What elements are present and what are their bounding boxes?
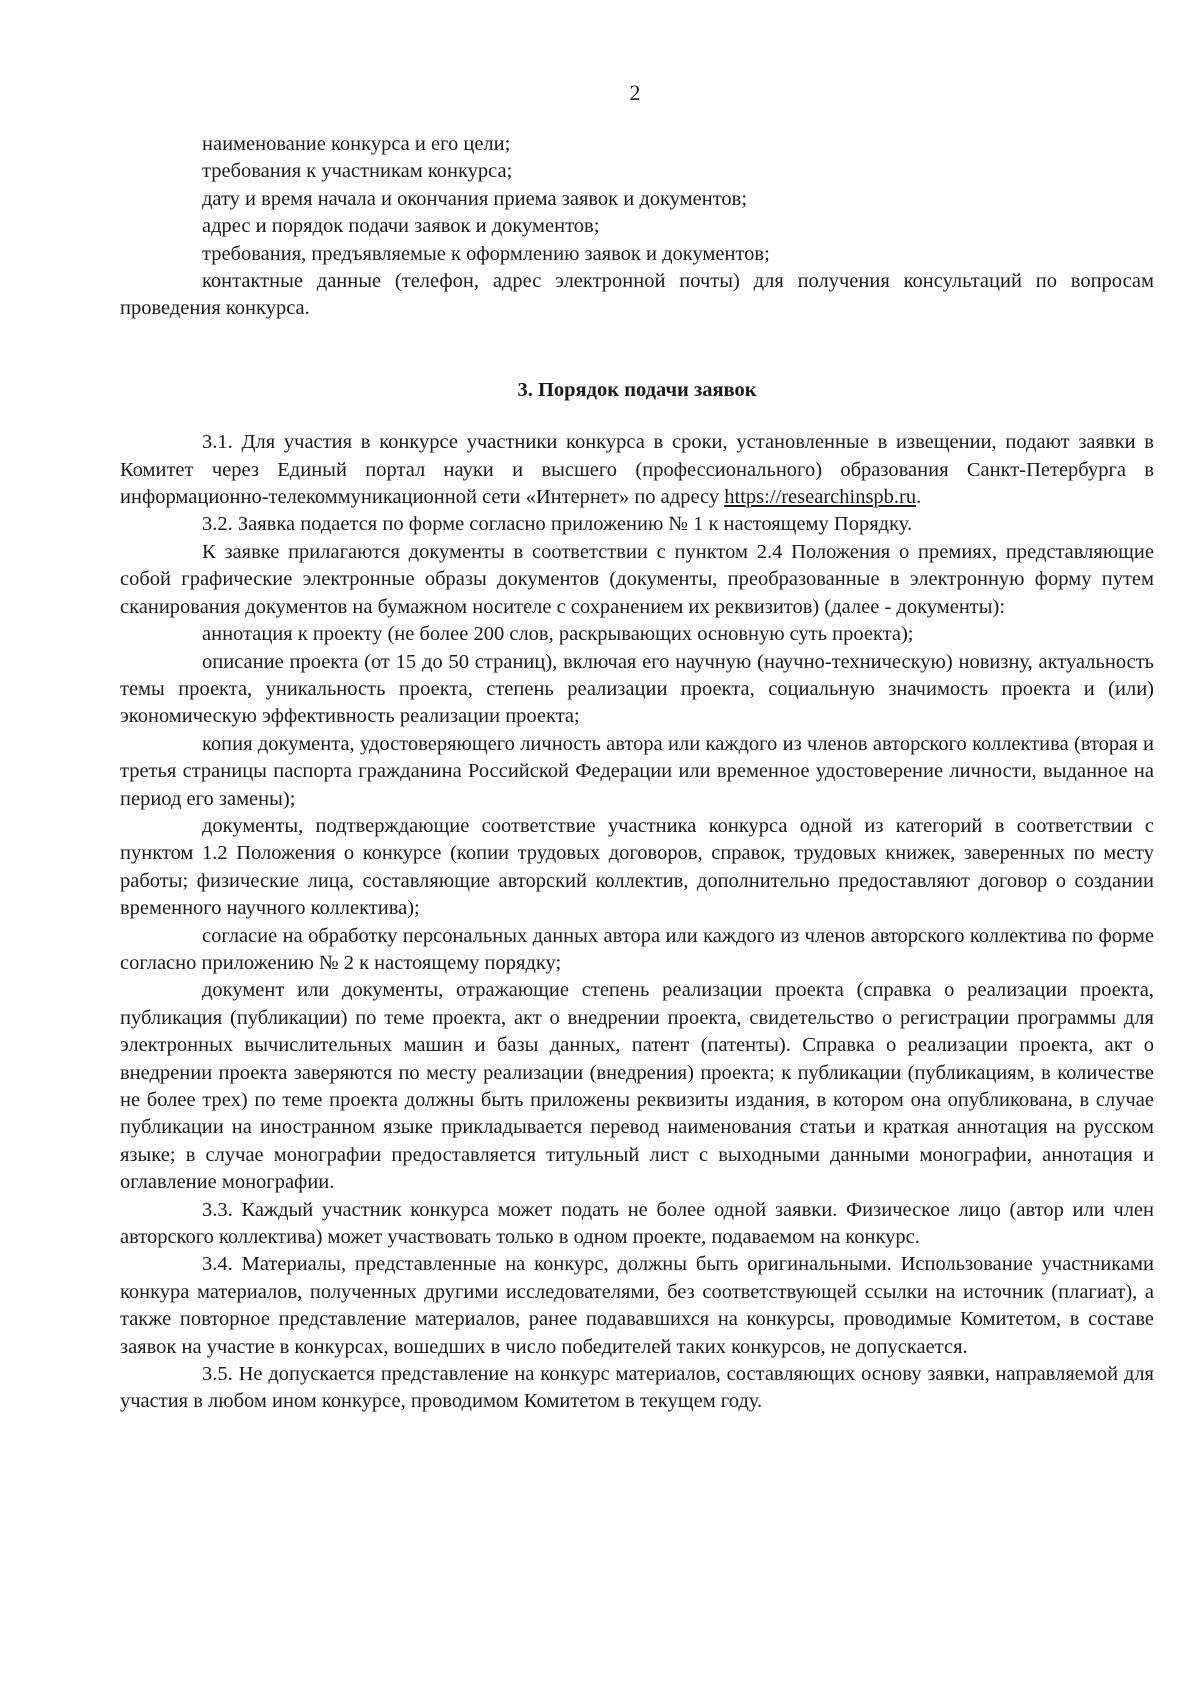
portal-link[interactable]: https://researchinspb.ru [724,486,917,509]
list-item: дату и время начала и окончания приема заявок и документов; [202,187,748,210]
list-item: адрес и порядок подачи заявок и документов; [202,215,600,238]
document-body [120,131,1154,1416]
section-title: 3. Порядок подачи заявок [517,378,757,401]
list-item: наименование конкурса и его цели; [202,133,511,155]
list-item: требования, предъявляемые к оформлению заявок и документов; [202,242,770,265]
paragraph-3-1 [120,429,1154,511]
doc-item-annotation: аннотация к проекту (не более 200 слов, раскрывающих основную суть проекта); [202,623,914,646]
paragraph-3-3: 3.3. Каждый участник конкурса может подать не более одной заявки. Физическое лицо (автор или член авторского коллектива) может участвовать только в одном проекте, подаваемом на конкурс. [120,1198,1154,1249]
doc-item-consent: согласие на обработку персональных данных автора или каждого из членов авторского коллектива по форме согласно приложению № 2 к настоящему порядку; [120,924,1154,974]
intro-list [120,131,1154,323]
paragraph-3-2: 3.2. Заявка подается по форме согласно приложению № 1 к настоящему Порядку. [202,513,913,536]
doc-item-category: документы, подтверждающие соответствие участника конкурса одной из категорий в соответствии с пунктом 1.2 Положения о конкурсе (копии трудовых договоров, справок, трудовых книжек, заверенных по месту работы; физические лица, составляющие авторский коллектив, дополнительно предоставляют договор о создании временного научного коллектива); [120,814,1154,920]
doc-item-passport: копия документа, удостоверяющего личность автора или каждого из членов авторского коллектива (вторая и третья страницы паспорта гражданина Российской Федерации или временное удостоверение личности, выданное на период его замены); [120,732,1154,810]
paragraph-3-1-end: . [916,486,922,509]
paragraph-3-4: 3.4. Материалы, представленные на конкурс, должны быть оригинальными. Использование участниками конкура материалов, полученных другими исследователями, без соответствующей ссылки на источник (плагиат), а также повторное представление материалов, ранее подававшихся на конкурсы, проводимые Комитетом, в составе заявок на участие в конкурсах, вошедших в число победителей таких конкурсов, не допускается. [120,1253,1154,1358]
paragraph-3-5: 3.5. Не допускается представление на конкурс материалов, составляющих основу заявки, направляемой для участия в любом ином конкурсе, проводимом Комитетом в текущем году. [120,1363,1154,1413]
paragraph-attachments: К заявке прилагаются документы в соответствии с пунктом 2.4 Положения о премиях, представляющие собой графические электронные образы документов (документы, преобразованные в электронную форму путем сканирования документов на бумажном носителе с сохранением их реквизитов) (далее - документы): [120,540,1154,618]
list-item: контактные данные (телефон, адрес электронной почты) для получения консультаций по вопросам проведения конкурса. [120,270,1154,320]
doc-item-description: описание проекта (от 15 до 50 страниц), включая его научную (научно-техническую) новизну, актуальность темы проекта, уникальность проекта, степень реализации проекта, социальную значимость проекта и (или) экономическую эффективность реализации проекта; [120,650,1154,728]
list-item: требования к участникам конкурса; [202,160,513,183]
doc-item-implementation: документ или документы, отражающие степень реализации проекта (справка о реализации проекта, публикация (публикации) по теме проекта, акт о внедрении проекта, свидетельство о регистрации программы для электронных вычислительных машин и базы данных, патент (патенты). Справка о реализации проекта, акт о внедрении проекта заверяются по месту реализации (внедрения) проекта; к публикации (публикациям, в количестве не более трех) по теме проекта должны быть приложены реквизиты издания, в котором она опубликована, в случае публикации на иностранном языке прикладывается перевод наименования статьи и краткая аннотация на русском языке; в случае монографии предоставляется титульный лист с выходными данными монографии, аннотация и оглавление монографии. [120,979,1154,1194]
page-number: 2 [629,80,641,105]
paragraph-3-1-text: 3.1. Для участия в конкурсе участники конкурса в сроки, установленные в извещении, подают заявки в Комитет через Единый портал науки и высшего (профессионального) образования Санкт-Петербурга в информационно-телекоммуникационной сети «Интернет» по адресу [120,431,1154,509]
